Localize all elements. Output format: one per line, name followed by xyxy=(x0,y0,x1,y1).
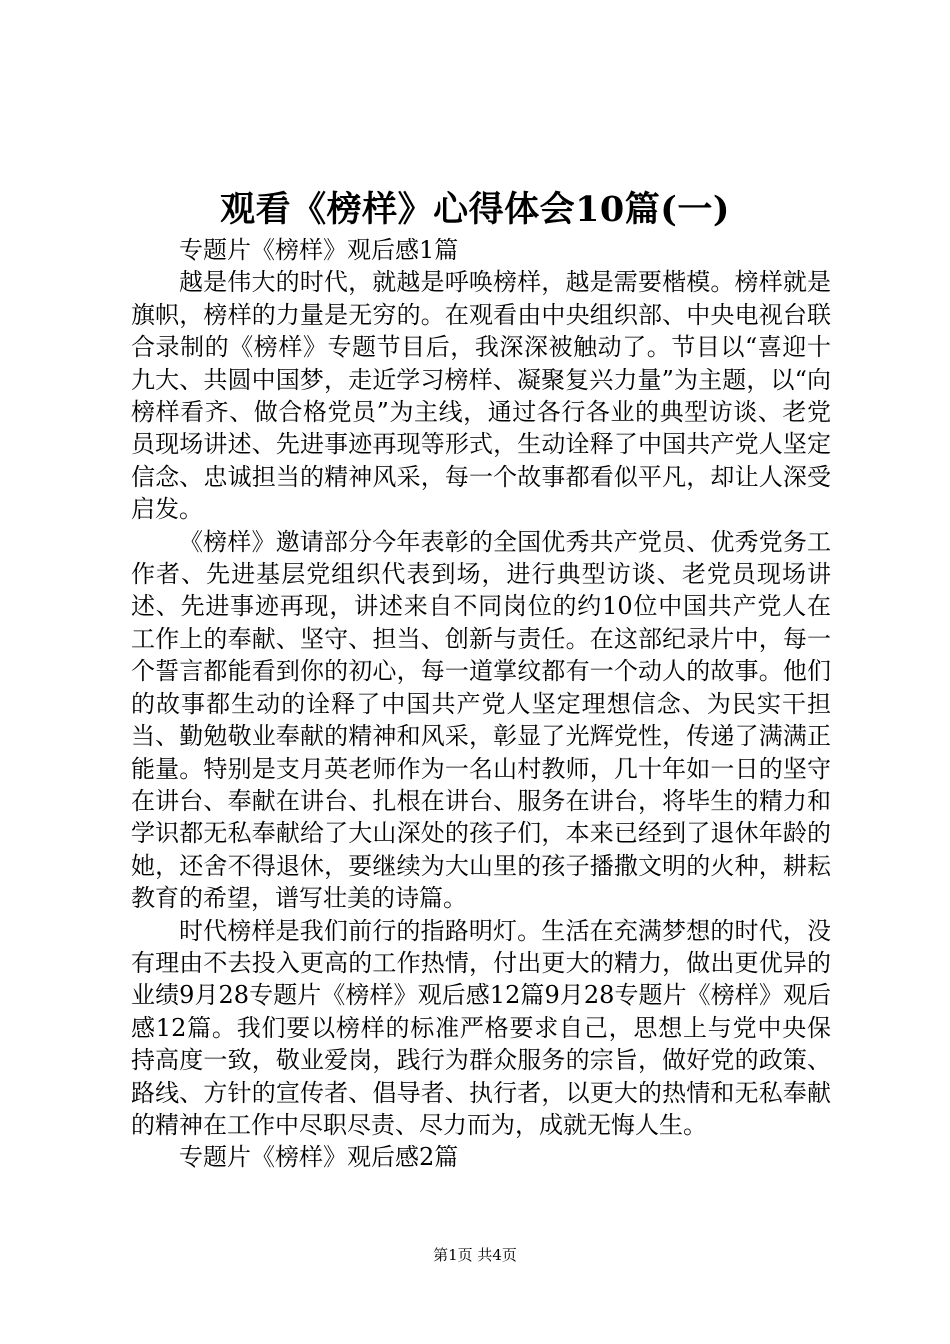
page-footer: 第1页 共4页 xyxy=(433,1246,517,1264)
section-heading-1: 专题片《榜样》观后感1篇 xyxy=(179,236,459,264)
paragraph-1: 越是伟大的时代，就越是呼唤榜样，越是需要楷模。榜样就是旗帜，榜样的力量是无穷的。在观看由中央组织部、中央电视台联合录制的《榜样》专题节目后，我深深被触动了。节目以“喜迎十九大、共圆中国梦，走近学习榜样、凝聚复兴力量”为主题，以“向榜样看齐、做合格党员”为主线，通过各行各业的典型访谈、老党员现场讲述、先进事迹再现等形式，生动诠释了中国共产党人坚定信念、忠诚担当的精神风采，每一个故事都看似平凡，却让人深受启发。 xyxy=(131,268,831,524)
document-title: 观看《榜样》心得体会10篇(一) xyxy=(220,189,730,230)
paragraph-3: 时代榜样是我们前行的指路明灯。生活在充满梦想的时代，没有理由不去投入更高的工作热情，付出更大的精力，做出更优异的业绩9月28专题片《榜样》观后感12篇9月28专题片《榜样》观后感12篇。我们要以榜样的标准严格要求自己，思想上与党中央保持高度一致，敬业爱岗，践行为群众服务的宗旨，做好党的政策、路线、方针的宣传者、倡导者、执行者，以更大的热情和无私奉献的精神在工作中尽职尽责、尽力而为，成就无悔人生。 xyxy=(131,916,831,1139)
document-body xyxy=(131,234,831,1174)
section-heading-2: 专题片《榜样》观后感2篇 xyxy=(179,1143,459,1172)
paragraph-2: 《榜样》邀请部分今年表彰的全国优秀共产党员、优秀党务工作者、先进基层党组织代表到场，进行典型访谈、老党员现场讲述、先进事迹再现，讲述来自不同岗位的约10位中国共产党人在工作上的奉献、坚守、担当、创新与责任。在这部纪录片中，每一个誓言都能看到你的初心，每一道掌纹都有一个动人的故事。他们的故事都生动的诠释了中国共产党人坚定理想信念、为民实干担当、勤勉敬业奉献的精神和风采，彰显了光辉党性，传递了满满正能量。特别是支月英老师作为一名山村教师，几十年如一日的坚守在讲台、奉献在讲台、扎根在讲台、服务在讲台，将毕生的精力和学识都无私奉献给了大山深处的孩子们，本来已经到了退休年龄的她，还舍不得退休，要继续为大山里的孩子播撒文明的火种，耕耘教育的希望，谱写壮美的诗篇。 xyxy=(131,527,831,913)
